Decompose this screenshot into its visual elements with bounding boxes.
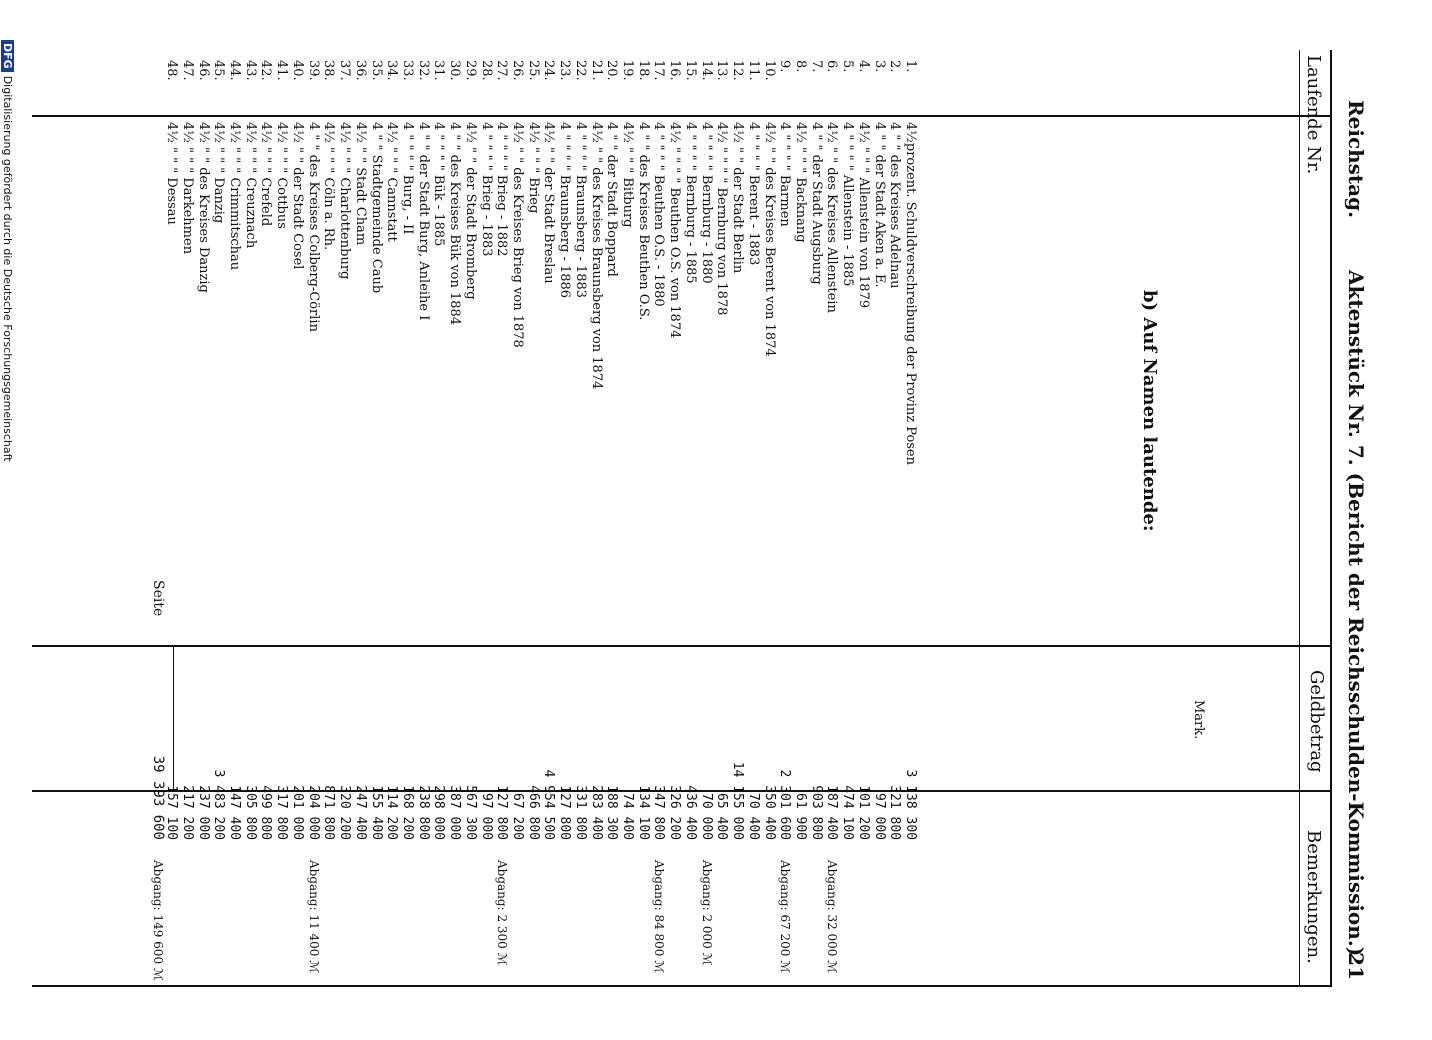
row-number: 18. (635, 60, 651, 81)
row-remark: Abgang: 84 800 ℳ (652, 860, 667, 974)
table-row (588, 60, 604, 980)
row-amount: 187 400 (824, 785, 840, 840)
row-description: 4½ " " des Kreises Braunsberg von 1874 (588, 122, 604, 390)
row-description: 4½ " " Stadt Cham (352, 122, 368, 246)
table-row (729, 60, 745, 980)
row-remark: Abgang: 32 000 ℳ (825, 860, 840, 974)
row-number: 46. (195, 60, 211, 81)
table-row (195, 60, 211, 980)
table-row (462, 60, 478, 980)
row-number: 27. (494, 60, 510, 81)
row-number: 13. (714, 60, 730, 81)
table-row (446, 60, 462, 980)
row-amount: 101 200 (855, 785, 871, 840)
row-description: 4 " " " " Brieg - 1883 (478, 122, 494, 257)
row-description: 4 " " des Kreises Beuthen O.S. (635, 122, 651, 321)
row-number: 41. (274, 60, 290, 81)
table-row (651, 60, 667, 980)
row-description: 4½ " " " Darkehmen (179, 122, 195, 255)
table-row (682, 60, 698, 980)
row-amount: 188 300 (604, 785, 620, 840)
row-amount: 127 800 (494, 785, 510, 840)
row-amount: 238 800 (415, 785, 431, 840)
table-row (792, 60, 808, 980)
row-description: 4 " " " " Bernburg - 1880 (698, 122, 714, 284)
table-row (368, 60, 384, 980)
table-row (855, 60, 871, 980)
right-border-rule (32, 985, 1332, 987)
footer-text: Digitalisierung gefördert durch die Deutsche Forschungsgemeinschaft (1, 75, 14, 462)
page-number: 21 (1344, 952, 1368, 980)
row-number: 48. (164, 60, 180, 81)
table-row (541, 60, 557, 980)
table-row (321, 60, 337, 980)
row-number: 35. (368, 60, 384, 81)
row-number: 30. (447, 60, 463, 81)
row-amount: 436 400 (682, 785, 698, 840)
row-description: 4 " " des Kreises Bük von 1884 (447, 122, 463, 326)
row-number: 26. (510, 60, 525, 81)
row-amount: 283 400 (588, 785, 604, 840)
row-number: 9. (777, 60, 793, 73)
row-amount: 147 400 (227, 785, 243, 840)
row-number: 2. (887, 60, 903, 73)
table-row (887, 60, 903, 980)
row-amount: 331 800 (572, 785, 588, 840)
row-description: 4½ " " der Stadt Cosel (289, 122, 305, 270)
row-amount: 247 400 (352, 785, 368, 840)
row-number: 5. (840, 60, 856, 73)
row-description: 4½ " " " Danzig (211, 122, 227, 224)
row-amount: 65 400 (714, 793, 730, 840)
row-description: 4½ " " " Crimmitschau (227, 122, 243, 271)
row-number: 44. (227, 60, 243, 81)
table-row (509, 60, 525, 980)
row-number: 19. (620, 60, 636, 81)
table-row (242, 60, 258, 980)
header-left: Reichstag. (1344, 100, 1368, 219)
row-description: 4½ " " der Stadt Bromberg (462, 122, 478, 300)
row-amount: 155 400 (368, 785, 384, 840)
table-row (761, 60, 777, 980)
row-description: 4 " " der Stadt Aken a. E. (871, 122, 887, 288)
header-rule (1299, 50, 1300, 985)
total-label: Seite (150, 580, 166, 617)
row-amount: 157 100 (164, 785, 180, 840)
row-number: 33. (399, 60, 415, 81)
row-number: 3. (871, 60, 887, 73)
row-amount: 347 800 (651, 785, 667, 840)
row-description: 4½prozent. Schuldverschreibung der Provinz Posen (903, 122, 918, 466)
row-number: 45. (211, 60, 227, 81)
row-amount: 499 800 (258, 785, 274, 840)
row-number: 8. (792, 60, 808, 73)
row-description: 4 " " " " Brieg - 1882 (494, 122, 510, 257)
row-description: 4 " " " " Braunsberg - 1883 (572, 122, 588, 299)
row-amount: 387 000 (447, 785, 463, 840)
table-row (839, 60, 855, 980)
row-amount: 204 000 (305, 785, 321, 840)
table-row (572, 60, 588, 980)
row-remark: Abgang: 67 200 ℳ (778, 860, 793, 974)
row-number: 15. (682, 60, 698, 81)
row-amount: 466 800 (525, 785, 541, 840)
row-amount: 14 155 000 (730, 761, 746, 840)
row-description: 4½ " " der Stadt Berlin (730, 122, 746, 274)
row-amount: 4 954 500 (541, 769, 557, 840)
row-description: 4 " " des Kreises Colberg-Cörlin (305, 122, 321, 332)
row-number: 12. (730, 60, 746, 81)
dfg-logo: DFG (1, 40, 14, 72)
table-row (714, 60, 730, 980)
row-description: 4½ " " " " Bernburg von 1878 (714, 122, 730, 316)
row-description: 4½ " " " Charlottenburg (337, 122, 353, 280)
row-number: 22. (572, 60, 588, 81)
table-row (289, 60, 305, 980)
row-amount: 97 000 (871, 793, 887, 840)
page-total (149, 60, 167, 980)
row-amount: 67 200 (510, 793, 525, 840)
row-number: 25. (525, 60, 541, 81)
table-row (226, 60, 242, 980)
row-remark: Abgang: 11 400 ℳ (306, 860, 321, 974)
row-amount: 567 300 (462, 785, 478, 840)
row-amount: 320 200 (337, 785, 353, 840)
row-amount: 114 200 (384, 785, 400, 840)
row-description: 4½ " " " Brieg (525, 122, 541, 214)
row-number: 43. (242, 60, 258, 81)
row-description: 4½ " " " " Beuthen O.S. von 1874 (667, 122, 683, 339)
row-number: 21. (588, 60, 604, 81)
row-description: 4 " " der Stadt Burg, Anleihe I (415, 122, 431, 321)
table-row (305, 60, 321, 980)
row-amount: 201 000 (289, 785, 305, 840)
total-amount: 39 393 600 (150, 755, 166, 840)
row-number: 23. (557, 60, 573, 81)
table-row (777, 60, 793, 980)
row-number: 42. (258, 60, 274, 81)
row-description: 4 " " " " Burg, - II (399, 122, 415, 235)
row-amount: 97 000 (478, 793, 494, 840)
row-number: 6. (824, 60, 840, 73)
row-description: 4 " " der Stadt Augsburg (808, 122, 824, 285)
row-description: 4 " " " " Braunsberg - 1886 (557, 122, 573, 299)
row-number: 47. (179, 60, 195, 81)
total-remark: Abgang: 149 600 ℳ (151, 860, 165, 981)
row-amount: 70 000 (698, 793, 714, 840)
row-number: 1. (903, 60, 918, 73)
row-description: 4½ " " des Kreises Allenstein (824, 122, 840, 313)
table-row (525, 60, 541, 980)
row-description: 4½ " " " Bitburg (620, 122, 636, 228)
row-number: 14. (698, 60, 714, 81)
row-amount: 134 100 (635, 785, 651, 840)
row-amount: 127 800 (557, 785, 573, 840)
row-number: 32. (415, 60, 431, 81)
table-row (902, 60, 918, 980)
row-amount: 903 800 (808, 785, 824, 840)
row-amount: 871 800 (321, 785, 337, 840)
table-row (635, 60, 651, 980)
row-number: 29. (462, 60, 478, 81)
table-row (698, 60, 714, 980)
row-number: 39. (305, 60, 321, 81)
row-amount: 217 200 (179, 785, 195, 840)
row-number: 11. (745, 60, 761, 81)
table-row (808, 60, 824, 980)
running-header (1339, 100, 1373, 980)
table-row (384, 60, 400, 980)
row-description: 4½ " " des Kreises Danzig (195, 122, 211, 293)
section-title: b) Auf Namen lautende: (1139, 290, 1160, 532)
row-amount: 237 000 (195, 785, 211, 840)
row-description: 4½ " " der Stadt Breslau (541, 122, 557, 284)
row-amount: 326 200 (667, 785, 683, 840)
table-row (274, 60, 290, 980)
row-amount: 350 400 (761, 785, 777, 840)
row-description: 4½ " " " Cöln a. Rh. (321, 122, 337, 251)
table-row (745, 60, 761, 980)
table-row (619, 60, 635, 980)
col-header-amount: Geldbetrag (1306, 670, 1327, 773)
dfg-footer (1, 40, 14, 462)
row-number: 7. (808, 60, 824, 73)
table-row (415, 60, 431, 980)
row-number: 4. (855, 60, 871, 73)
row-number: 28. (478, 60, 494, 81)
table-row (824, 60, 840, 980)
table-row (667, 60, 683, 980)
row-amount: 74 400 (620, 793, 636, 840)
table-row (352, 60, 368, 980)
row-description: 4½ " " des Kreises Brieg von 1878 (510, 122, 525, 348)
row-description: 4 " " " " Allenstein - 1885 (840, 122, 856, 287)
row-amount: 317 800 (274, 785, 290, 840)
row-number: 36. (352, 60, 368, 81)
row-description: 4½ " " " Dessau (164, 122, 180, 225)
row-description: 4½ " " des Kreises Berent von 1874 (761, 122, 777, 357)
row-description: 4 " " " " Berent - 1883 (745, 122, 761, 266)
table-row (336, 60, 352, 980)
row-description: 4½ " " " Allenstein von 1879 (855, 122, 871, 309)
table-row (211, 60, 227, 980)
table-row (871, 60, 887, 980)
row-description: 4 " " " " Bük - 1885 (431, 122, 447, 247)
col-header-amount-unit: Mark. (1191, 700, 1206, 740)
row-amount: 61 900 (792, 793, 808, 840)
row-remark: Abgang: 2 300 ℳ (495, 860, 510, 966)
row-amount: 168 200 (399, 785, 415, 840)
col-header-number: Laufende Nr. (1303, 55, 1324, 175)
row-amount: 3 483 200 (211, 769, 227, 840)
row-description: 4½ " " " Creuznach (242, 122, 258, 249)
row-description: 4½ " " " Cannstatt (384, 122, 400, 242)
table-row (179, 60, 195, 980)
row-number: 10. (761, 60, 777, 81)
row-number: 17. (651, 60, 667, 81)
table-row (478, 60, 494, 980)
table-row (399, 60, 415, 980)
row-amount: 2 301 600 (777, 769, 793, 840)
row-number: 37. (337, 60, 353, 81)
row-description: 4½ " " " Cottbus (274, 122, 290, 229)
row-description: 4 " " Stadtgemeinde Caub (368, 122, 384, 294)
row-number: 40. (289, 60, 305, 81)
row-amount: 321 800 (887, 785, 903, 840)
row-amount: 305 800 (242, 785, 258, 840)
row-number: 38. (321, 60, 337, 81)
row-description: 4 " " " " Barmen (777, 122, 793, 227)
row-amount: 298 000 (431, 785, 447, 840)
row-description: 4½ " " " Backnang (792, 122, 808, 243)
row-description: 4 " " " " Bernburg - 1885 (682, 122, 698, 284)
col-header-remarks: Bemerkungen. (1303, 830, 1324, 964)
row-number: 16. (667, 60, 683, 81)
top-rule (1330, 50, 1332, 985)
table-row (494, 60, 510, 980)
table-row (556, 60, 572, 980)
row-amount: 70 400 (745, 793, 761, 840)
row-description: 4 " " " " Beuthen O.S. - 1880 (651, 122, 667, 307)
row-description: 4½ " " " Crefeld (258, 122, 274, 227)
row-number: 31. (431, 60, 447, 81)
row-number: 20. (604, 60, 620, 81)
table-row (431, 60, 447, 980)
row-number: 24. (541, 60, 557, 81)
row-description: 4 " " des Kreises Adelnau (887, 122, 903, 289)
row-description: 4 " " der Stadt Boppard (604, 122, 620, 277)
row-remark: Abgang: 2 000 ℳ (699, 860, 714, 966)
row-amount: 3 138 300 (903, 769, 918, 840)
header-center: Aktenstück Nr. 7. (Bericht der Reichsschulden-Kommission.) (1344, 270, 1368, 957)
table-row (604, 60, 620, 980)
row-amount: 474 100 (840, 785, 856, 840)
table-row (258, 60, 274, 980)
row-number: 34. (384, 60, 400, 81)
